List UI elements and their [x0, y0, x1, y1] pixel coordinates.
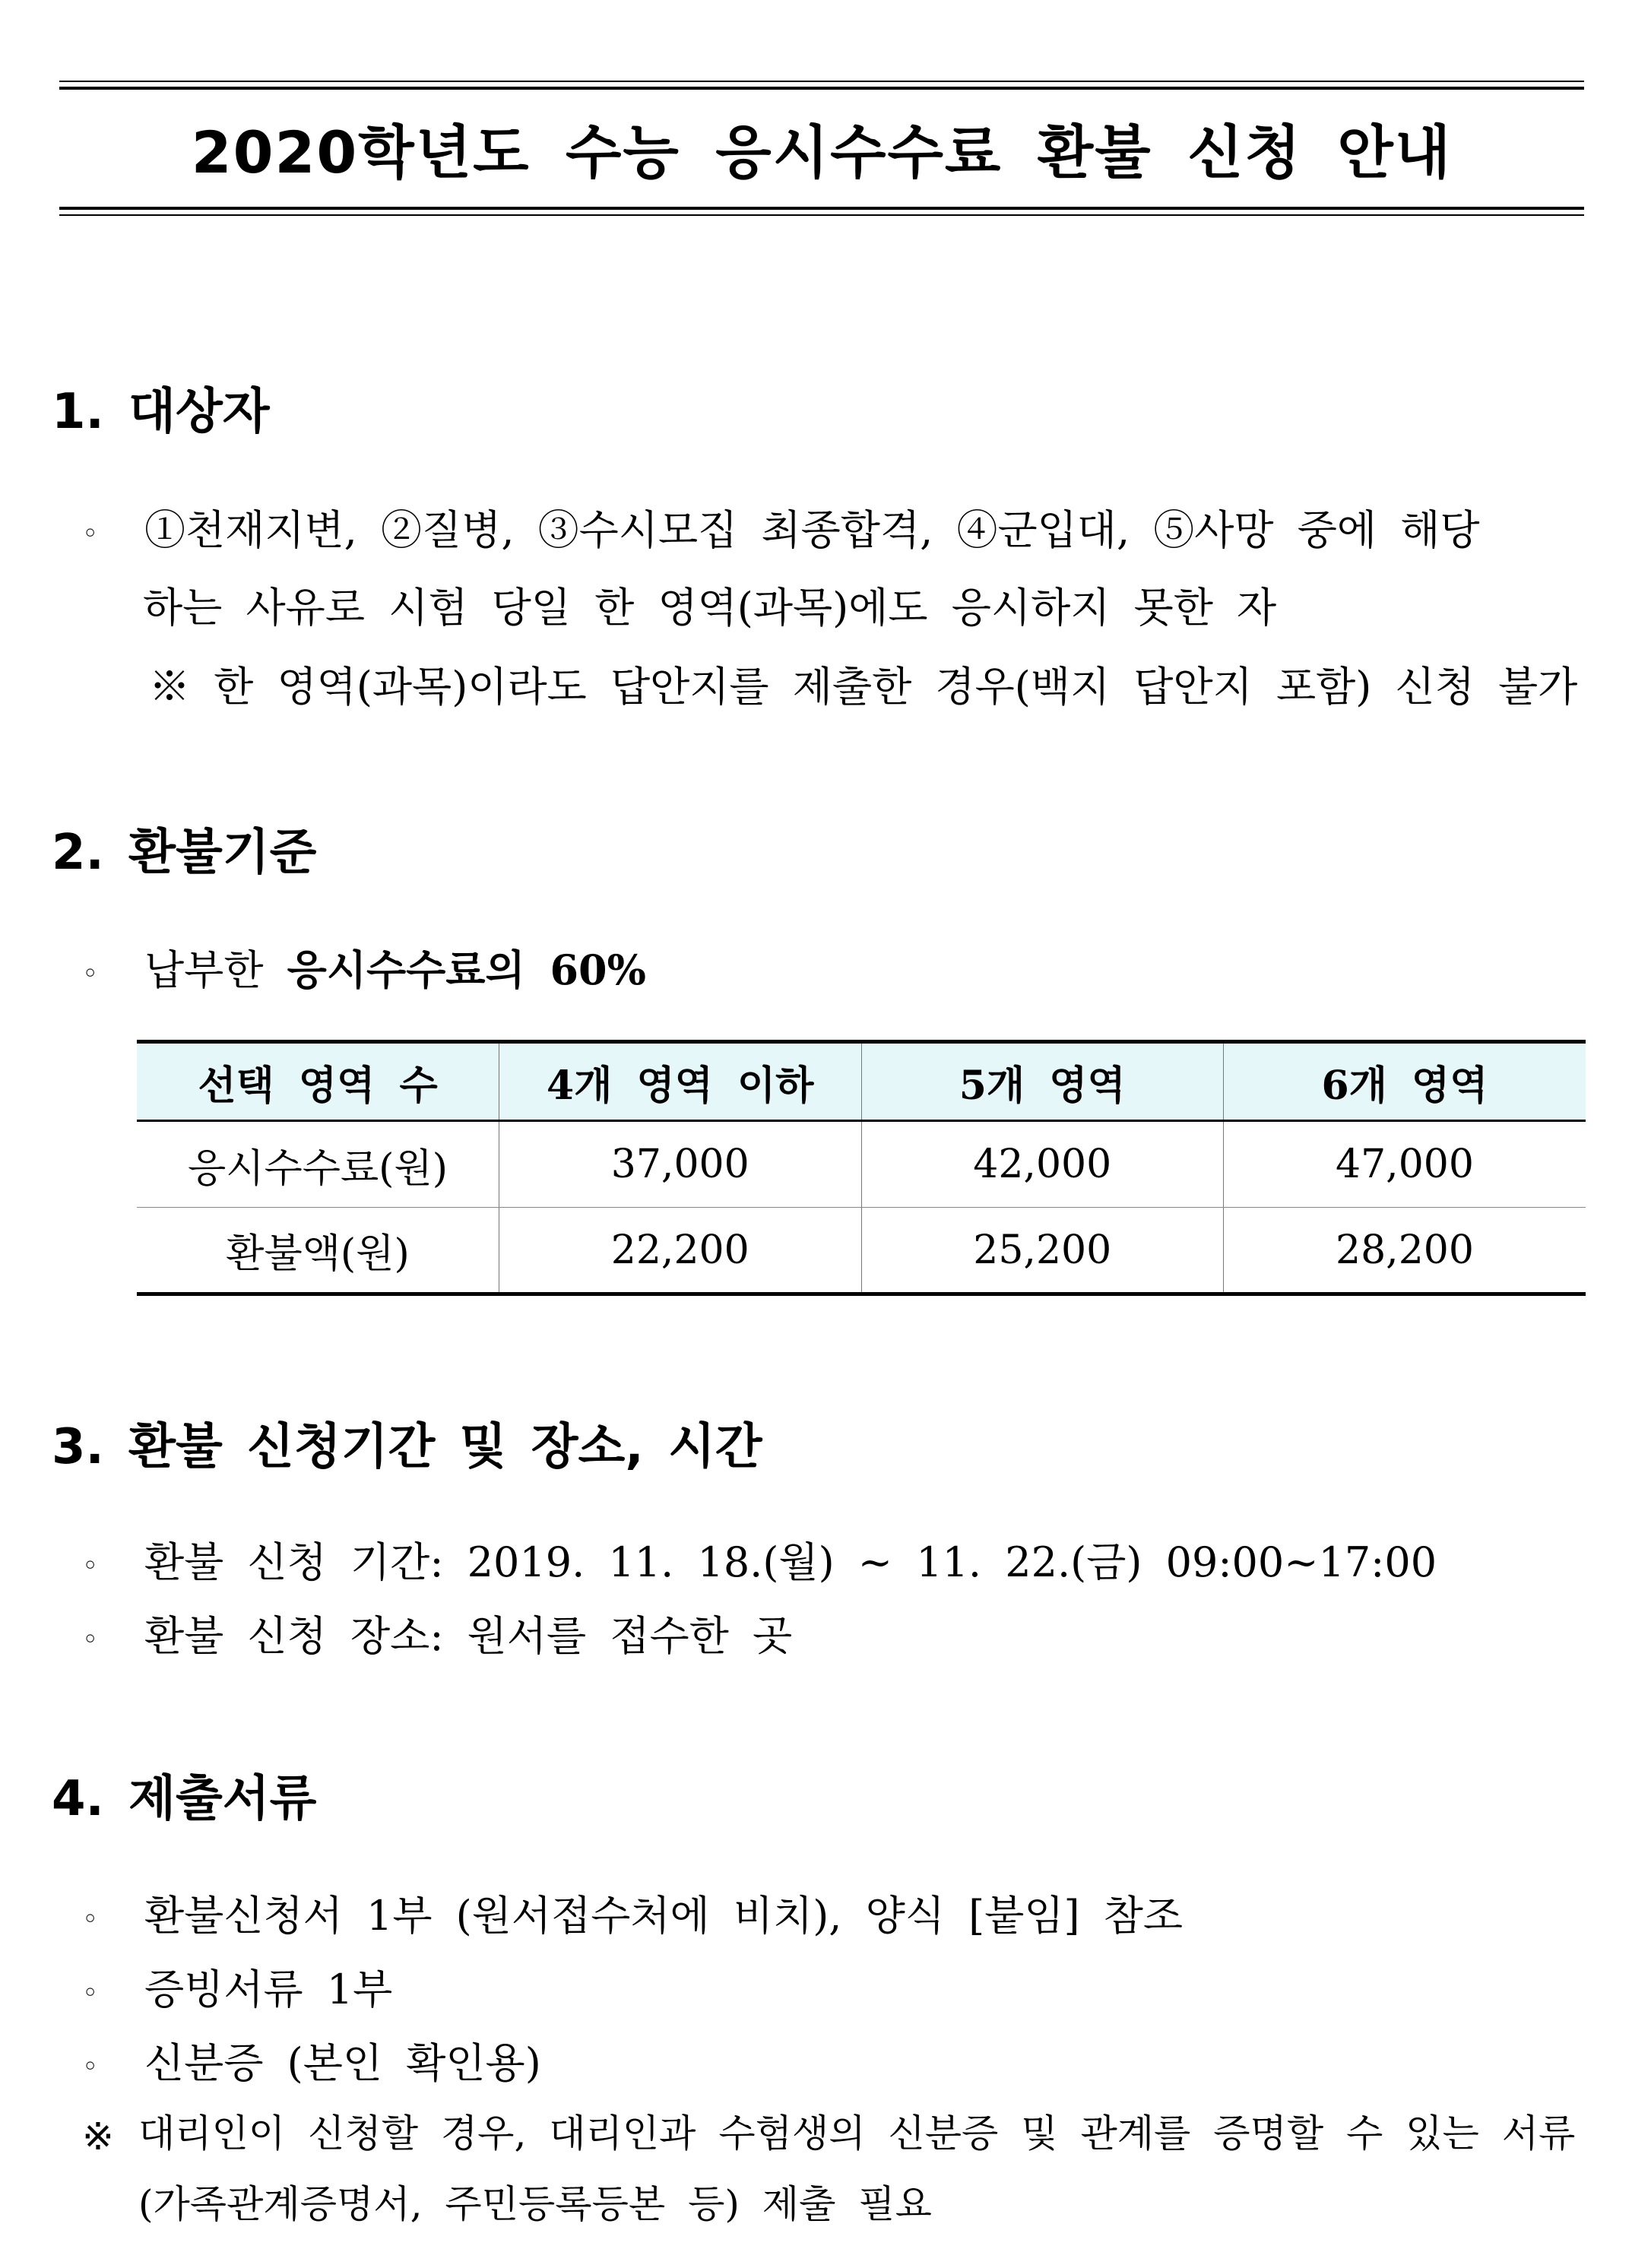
eligibility-line-1	[82, 498, 1589, 556]
table-cell: 42,000	[861, 1121, 1224, 1208]
proxy-note-text-2: (가족관계증명서, 주민등록등본 등) 제출 필요	[138, 2182, 932, 2226]
refund-criteria-prefix: 납부한	[144, 946, 287, 994]
document-line-1	[82, 1883, 1183, 1942]
table-cell: 응시수수료(원)	[137, 1121, 499, 1208]
title-rule-top-thick	[59, 87, 1584, 90]
document-title-box	[59, 81, 1584, 216]
title-rule-bottom-thick	[59, 207, 1584, 210]
section-heading-refund-criteria: 2. 환불기준	[52, 825, 317, 881]
proxy-note-text-1: 대리인이 신청할 경우, 대리인과 수험생의 신분증 및 관계를 증명할 수 있는 서류	[138, 2111, 1576, 2156]
bullet-icon: ◦	[82, 1977, 99, 2009]
table-cell: 28,200	[1224, 1208, 1586, 1294]
section-heading-documents: 4. 제출서류	[52, 1771, 317, 1827]
table-row-fee	[137, 1121, 1586, 1208]
refund-criteria-rate: 응시수수료의 60%	[287, 946, 646, 994]
table-cell: 37,000	[499, 1121, 862, 1208]
table-header-cell: 5개 영역	[861, 1042, 1224, 1121]
document-line-2	[82, 1957, 392, 2016]
document-text-1: 환불신청서 1부 (원서접수처에 비치), 양식 [붙임] 참조	[144, 1892, 1184, 1940]
proxy-note-line	[82, 2103, 1575, 2159]
table-row-refund	[137, 1208, 1586, 1294]
document-text-3: 신분증 (본인 확인용)	[144, 2039, 541, 2087]
document-line-3	[82, 2031, 541, 2089]
bullet-icon: ◦	[82, 958, 99, 990]
bullet-icon: ◦	[82, 1903, 99, 1935]
refund-criteria-line	[82, 938, 646, 996]
section-heading-period-place: 3. 환불 신청기간 및 장소, 시간	[52, 1419, 762, 1475]
document-text-2: 증빙서류 1부	[144, 1965, 393, 2013]
eligibility-text-1: ①천재지변, ②질병, ③수시모집 최종합격, ④군입대, ⑤사망 중에 해당	[144, 506, 1480, 554]
period-text: 환불 신청 기간: 2019. 11. 18.(월) ~ 11. 22.(금) 09:00~17:00	[144, 1538, 1437, 1586]
table-cell: 22,200	[499, 1208, 862, 1294]
bullet-icon: ◦	[82, 1550, 99, 1582]
place-text: 환불 신청 장소: 원서를 접수한 곳	[144, 1612, 793, 1660]
table-header-row	[137, 1042, 1586, 1121]
table-header-cell: 6개 영역	[1224, 1042, 1586, 1121]
title-rule-top-thin	[59, 81, 1584, 82]
eligibility-line-2: 하는 사유로 시험 당일 한 영역(과목)에도 응시하지 못한 자	[143, 584, 1277, 632]
eligibility-note: ※ 한 영역(과목)이라도 답안지를 제출한 경우(백지 답안지 포함) 신청 불가	[149, 663, 1578, 711]
table-cell: 환불액(원)	[137, 1208, 499, 1294]
note-mark-icon: ※	[82, 2114, 114, 2159]
period-line	[82, 1530, 1437, 1589]
table-cell: 47,000	[1224, 1121, 1586, 1208]
place-line	[82, 1604, 792, 1662]
document-title: 2020학년도 수능 응시수수료 환불 신청 안내	[191, 119, 1453, 186]
section-heading-eligibility: 1. 대상자	[52, 384, 270, 440]
title-rule-bottom-thin	[59, 214, 1584, 216]
bullet-icon: ◦	[82, 2051, 99, 2083]
table-cell: 25,200	[861, 1208, 1224, 1294]
table-header-cell: 선택 영역 수	[137, 1042, 499, 1121]
bullet-icon: ◦	[82, 518, 99, 550]
bullet-icon: ◦	[82, 1623, 99, 1655]
table-header-cell: 4개 영역 이하	[499, 1042, 862, 1121]
refund-table	[137, 1040, 1586, 1296]
